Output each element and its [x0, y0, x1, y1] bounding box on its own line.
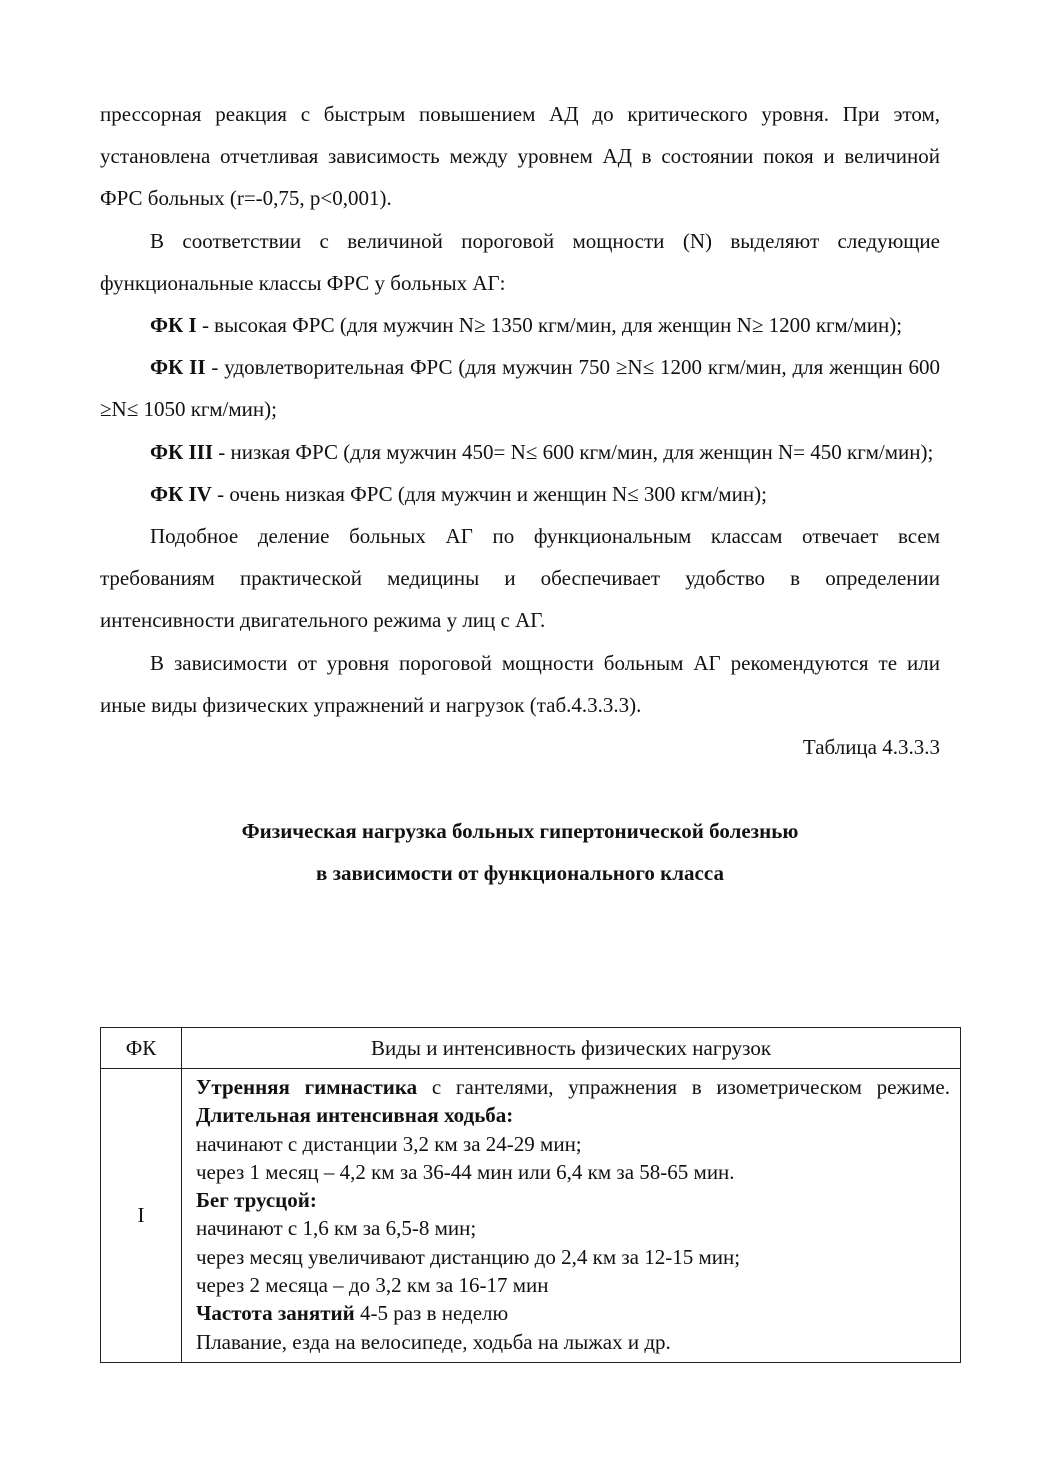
fk3-text: - низкая ФРС (для мужчин 450= N≤ 600 кгм/мин, для женщин N= 450 кгм/мин); — [213, 439, 934, 464]
cell-load-description — [182, 1069, 961, 1363]
paragraph-fk4 — [100, 473, 940, 515]
paragraph-functional-classes-intro: В соответствии с величиной пороговой мощности (N) выделяют следующие функциональные классы ФРС у больных АГ: — [100, 228, 940, 295]
fk4-text: - очень низкая ФРС (для мужчин и женщин N≤ 300 кгм/мин); — [211, 481, 767, 506]
frequency-text: 4-5 раз в неделю — [354, 1301, 509, 1326]
morning-gymnastics-text: с гантелями, упражнения в изометрическом режиме. — [417, 1075, 951, 1099]
jog-line-1: начинают с 1,6 км за 6,5-8 мин; — [196, 1216, 477, 1241]
walk-line-2: через 1 месяц – 4,2 км за 36-44 мин или 6,4 км за 58-65 мин. — [196, 1159, 735, 1184]
morning-gymnastics — [196, 1073, 950, 1130]
fk1-text: - высокая ФРС (для мужчин N≥ 1350 кгм/мин, для женщин N≥ 1200 кгм/мин); — [196, 313, 903, 338]
jog-line-2: через месяц увеличивают дистанцию до 2,4 км за 12-15 мин; — [196, 1244, 741, 1269]
physical-load-table — [100, 1027, 961, 1363]
table-row — [101, 1069, 961, 1363]
fk1-label: ФК I — [150, 313, 197, 338]
fk3-label: ФК III — [150, 439, 214, 464]
spacer — [100, 768, 940, 810]
jog-line-3: через 2 месяца – до 3,2 км за 16-17 мин — [196, 1273, 549, 1298]
morning-gymnastics-label: Утренняя гимнастика — [196, 1075, 418, 1099]
table-title-line2: в зависимости от функционального класса — [316, 861, 724, 886]
table-title-line1: Физическая нагрузка больных гипертонической болезнью — [241, 819, 799, 844]
fk2-label: ФК II — [150, 355, 206, 380]
paragraph-fk3 — [100, 431, 940, 473]
frequency-line — [196, 1299, 950, 1327]
long-walk-label: Длительная интенсивная ходьба: — [196, 1103, 514, 1128]
paragraph-division-benefits: Подобное деление больных АГ по функциональным классам отвечает всем требованиям практической медицины и обеспечивает удобство в определении интенсивности двигательного режима у лиц с АГ. — [100, 524, 940, 633]
walk-line-1: начинают с дистанции 3,2 км за 24-29 мин; — [196, 1131, 582, 1156]
other-activities: Плавание, езда на велосипеде, ходьба на лыжах и др. — [196, 1329, 671, 1354]
table-header-row — [101, 1028, 961, 1069]
paragraph-pressor-reaction: прессорная реакция с быстрым повышением АД до критического уровня. При этом, установлена отчетливая зависимость между уровнем АД в состоянии покоя и величиной ФРС больных (r=-0,75, p<0,001). — [100, 102, 940, 211]
jogging-label: Бег трусцой: — [196, 1188, 317, 1213]
header-load-types: Виды и интенсивность физических нагрузок — [182, 1028, 961, 1069]
table-caption: Таблица 4.3.3.3 — [802, 735, 940, 760]
cell-fk-class: I — [101, 1069, 182, 1363]
fk2-text: - удовлетворительная ФРС (для мужчин 750 ≥N≤ 1200 кгм/мин, для женщин 600 ≥N≤ 1050 кгм/мин); — [100, 355, 941, 422]
paragraph-fk1 — [100, 304, 940, 346]
frequency-label: Частота занятий — [196, 1301, 355, 1326]
fk4-label: ФК IV — [150, 481, 212, 506]
paragraph-fk2 — [100, 346, 940, 430]
header-fk: ФК — [101, 1028, 182, 1069]
paragraph-recommendations: В зависимости от уровня пороговой мощности больным АГ рекомендуются те или иные виды физических упражнений и нагрузок (таб.4.3.3.3). — [100, 650, 940, 717]
document-page — [100, 93, 940, 894]
